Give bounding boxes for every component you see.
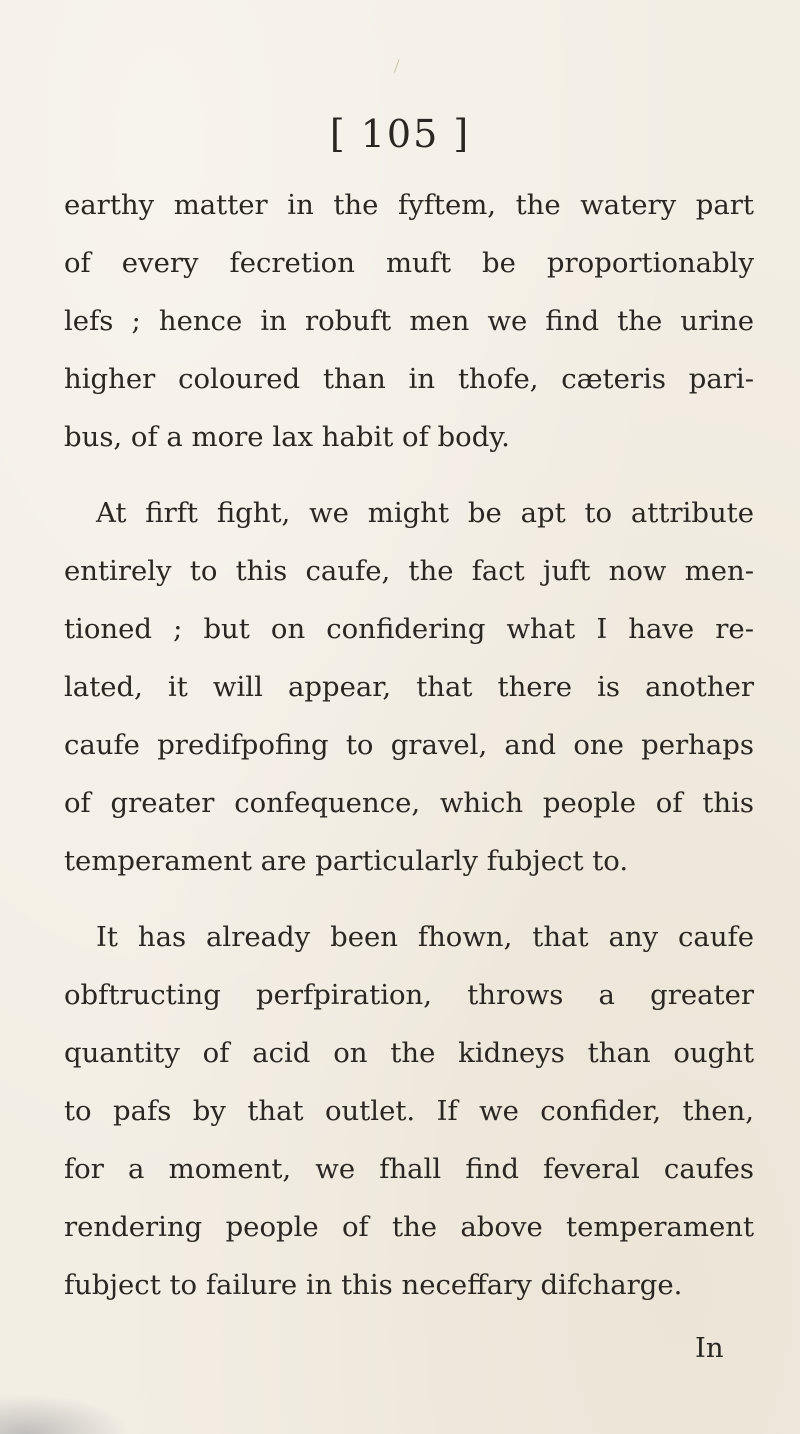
- text-line: rendering people of the above temperament: [64, 1211, 754, 1243]
- text-line: quantity of acid on the kidneys than ought: [64, 1037, 754, 1069]
- text-line: fubject to failure in this neceffary difcharge.: [64, 1269, 683, 1301]
- text-line: for a moment, we fhall find feveral caufes: [64, 1153, 754, 1185]
- catchword: In: [695, 1332, 724, 1364]
- text-line: It has already been fhown, that any caufe: [96, 921, 754, 953]
- text-line: temperament are particularly fubject to.: [64, 845, 629, 877]
- text-line: lefs ; hence in robuft men we find the urine: [64, 305, 754, 337]
- text-line: of greater confequence, which people of this: [64, 787, 754, 819]
- text-line: higher coloured than in thofe, cæteris pari-: [64, 363, 754, 395]
- text-line: to pafs by that outlet. If we confider, then,: [64, 1095, 754, 1127]
- text-line: caufe predifpofing to gravel, and one perhaps: [64, 729, 754, 761]
- page-number-header: [ 105 ]: [329, 112, 471, 156]
- text-line: entirely to this caufe, the fact juft now men-: [64, 555, 754, 587]
- scan-smudge: [0, 1394, 130, 1434]
- text-line: tioned ; but on confidering what I have re-: [64, 613, 754, 645]
- paper-mark: [394, 59, 405, 75]
- text-line: earthy matter in the fyftem, the watery part: [64, 189, 754, 221]
- text-line: lated, it will appear, that there is another: [64, 671, 754, 703]
- text-line: At firft fight, we might be apt to attribute: [96, 497, 754, 529]
- text-line: obftructing perfpiration, throws a greater: [64, 979, 754, 1011]
- text-line: bus, of a more lax habit of body.: [64, 421, 510, 453]
- text-line: of every fecretion muft be proportionably: [64, 247, 754, 279]
